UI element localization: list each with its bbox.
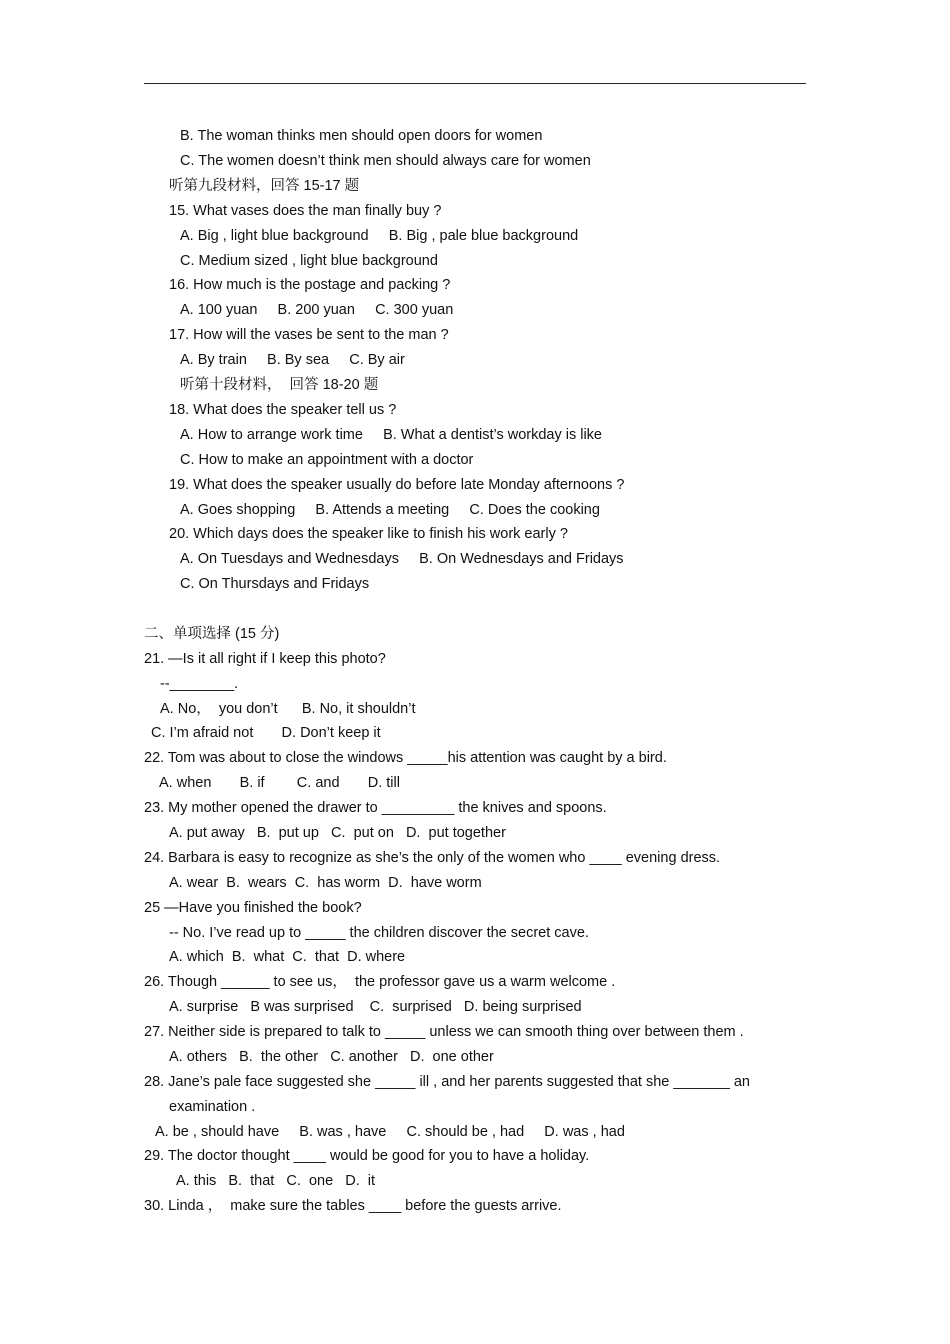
answer-options: A. Big , light blue background B. Big , pale blue background (180, 228, 579, 244)
section-title: 二、单项选择 (15 分) (144, 626, 280, 642)
answer-options: A. How to arrange work time B. What a dentist’s workday is like (180, 427, 603, 443)
question: 16. How much is the postage and packing ? (169, 277, 451, 293)
text-line: C. The women doesn’t think men should always care for women (180, 153, 591, 169)
question: 18. What does the speaker tell us ? (169, 402, 397, 418)
question: 23. My mother opened the drawer to _________ the knives and spoons. (144, 800, 607, 816)
question-line: examination . (169, 1099, 256, 1115)
question-line: -- No. I’ve read up to _____ the children discover the secret cave. (169, 925, 589, 941)
question: 15. What vases does the man finally buy ? (169, 203, 442, 219)
answer-options: A. Goes shopping B. Attends a meeting C. Does the cooking (180, 502, 600, 518)
question: 21. —Is it all right if I keep this photo? (144, 651, 386, 667)
answer-options: C. How to make an appointment with a doctor (180, 452, 474, 468)
answer-options: A. be , should have B. was , have C. should be , had D. was , had (155, 1124, 625, 1140)
question: 25 —Have you finished the book? (144, 900, 362, 916)
section-heading: 听第十段材料， 回答 18-20 题 (180, 377, 379, 393)
question: 27. Neither side is prepared to talk to _____ unless we can smooth thing over between them . (144, 1024, 744, 1040)
text-line: B. The woman thinks men should open doors for women (180, 128, 543, 144)
answer-options: C. I’m afraid not D. Don’t keep it (151, 725, 381, 741)
answer-options: A. wear B. wears C. has worm D. have worm (169, 875, 482, 891)
section-heading: 听第九段材料，回答 15-17 题 (169, 178, 360, 194)
answer-options: C. Medium sized , light blue background (180, 253, 438, 269)
question: 30. Linda ， make sure the tables ____ before the guests arrive. (144, 1198, 562, 1214)
answer-options: A. 100 yuan B. 200 yuan C. 300 yuan (180, 302, 454, 318)
answer-options: A. No， you don’t B. No, it shouldn’t (160, 701, 416, 717)
answer-options: A. put away B. put up C. put on D. put together (169, 825, 506, 841)
question: 20. Which days does the speaker like to finish his work early ? (169, 526, 568, 542)
header-rule (144, 83, 806, 84)
question: 29. The doctor thought ____ would be good for you to have a holiday. (144, 1148, 590, 1164)
answer-blank: --________. (160, 676, 239, 692)
question: 26. Though ______ to see us， the professor gave us a warm welcome . (144, 974, 616, 990)
question: 17. How will the vases be sent to the man ? (169, 327, 449, 343)
question: 22. Tom was about to close the windows _____his attention was caught by a bird. (144, 750, 667, 766)
answer-options: A. which B. what C. that D. where (169, 949, 406, 965)
answer-options: A. this B. that C. one D. it (176, 1173, 376, 1189)
answer-options: C. On Thursdays and Fridays (180, 576, 370, 592)
answer-options: A. when B. if C. and D. till (159, 775, 400, 791)
question: 28. Jane’s pale face suggested she _____ ill , and her parents suggested that she _______ an (144, 1074, 750, 1090)
question: 19. What does the speaker usually do before late Monday afternoons ? (169, 477, 625, 493)
answer-options: A. others B. the other C. another D. one other (169, 1049, 494, 1065)
answer-options: A. surprise B was surprised C. surprised D. being surprised (169, 999, 582, 1015)
answer-options: A. On Tuesdays and Wednesdays B. On Wednesdays and Fridays (180, 551, 624, 567)
answer-options: A. By train B. By sea C. By air (180, 352, 405, 368)
question: 24. Barbara is easy to recognize as she’s the only of the women who ____ evening dress. (144, 850, 721, 866)
